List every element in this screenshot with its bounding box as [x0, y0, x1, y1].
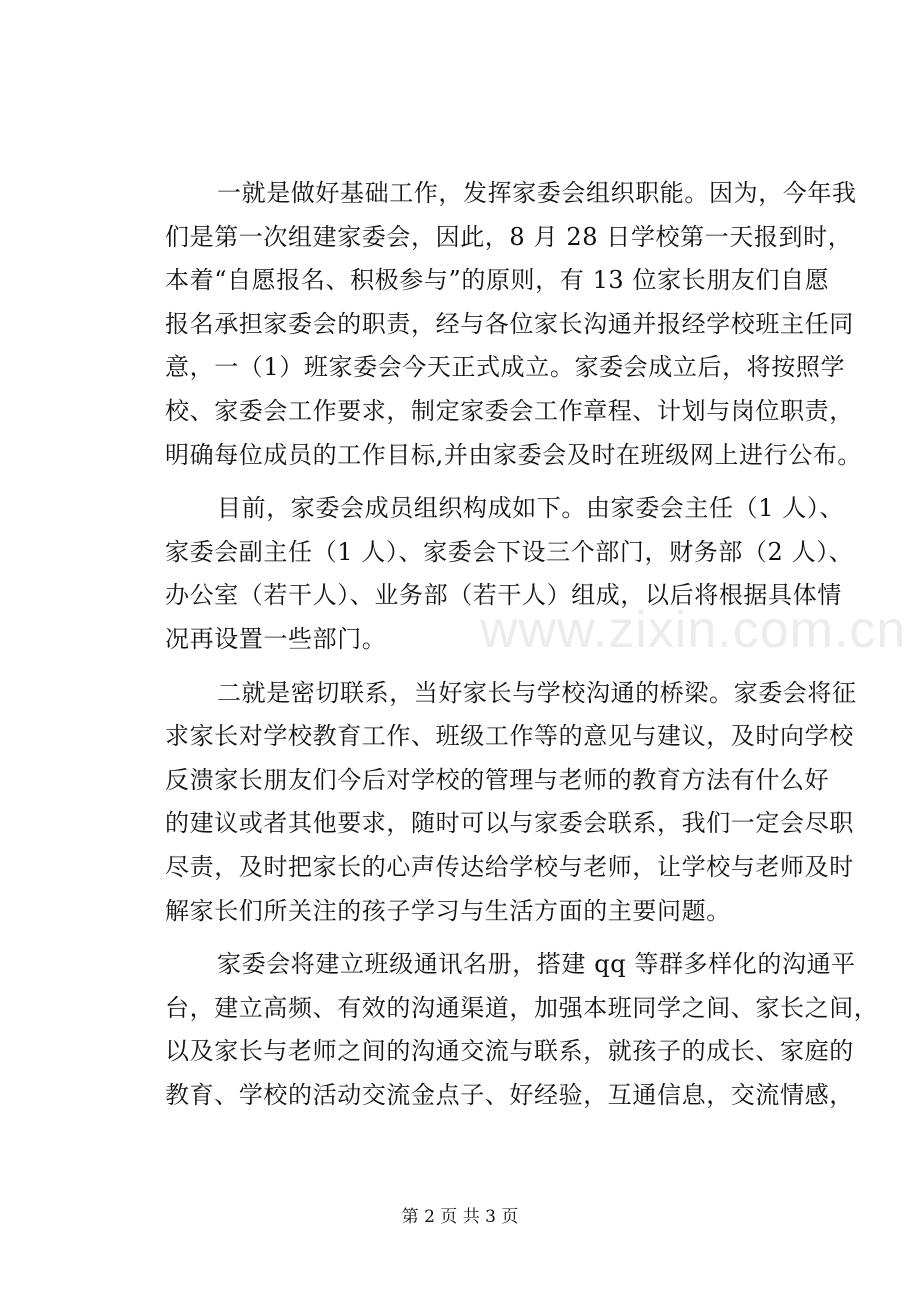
text-line: 报名承担家委会的职责，经与各位家长沟通并报经学校班主任同 — [165, 309, 854, 338]
page-footer: 第 2 页 共 3 页 — [401, 1207, 519, 1227]
document-body — [117, 172, 879, 1117]
text-line: 办公室（若干人）、业务部（若干人）组成，以后将根据具体情 — [165, 581, 842, 610]
text-line: 一就是做好基础工作，发挥家委会组织职能。因为，今年我 — [217, 179, 857, 207]
paragraph-3 — [117, 672, 857, 934]
text-line: 求家长对学校教育工作、班级工作等的意见与建议，及时向学校 — [165, 722, 854, 751]
text-line: 家委会将建立班级通讯名册，搭建 qq 等群多样化的沟通平 — [217, 950, 856, 979]
text-line: 尽责，及时把家长的心声传达给学校与老师，让学校与老师及时 — [165, 852, 854, 881]
text-line: 校、家委会工作要求，制定家委会工作章程、计划与岗位职责， — [165, 396, 854, 425]
paragraph-4 — [117, 943, 879, 1117]
text-line: 本着“自愿报名、积极参与”的原则，有 13 位家长朋友们自愿 — [165, 266, 830, 295]
paragraph-1 — [117, 172, 863, 477]
text-line: 明确每位成员的工作目标,并由家委会及时在班级网上进行公布。 — [165, 440, 863, 469]
text-line: 反溃家长朋友们今后对学校的管理与老师的教育方法有什么好 — [165, 765, 830, 794]
text-line: 家委会副主任（1 人）、家委会下设三个部门，财务部（2 人）、 — [165, 537, 854, 566]
watermark: www.zixin.com.cn — [480, 601, 907, 659]
paragraph-2 — [117, 487, 854, 661]
text-line: 二就是密切联系，当好家长与学校沟通的桥梁。家委会将征 — [217, 678, 857, 707]
text-line: 况再设置一些部门。 — [165, 624, 387, 653]
text-line: 台，建立高频、有效的沟通渠道，加强本班同学之间、家长之间， — [165, 993, 879, 1022]
text-line: 教育、学校的活动交流金点子、好经验，互通信息，交流情感， — [165, 1080, 854, 1109]
text-line: 们是第一次组建家委会，因此，8 月 28 日学校第一天报到时， — [165, 222, 853, 251]
text-line: 意，一（1）班家委会今天正式成立。家委会成立后，将按照学 — [165, 353, 846, 382]
text-line: 的建议或者其他要求，随时可以与家委会联系，我们一定会尽职 — [165, 809, 854, 838]
text-line: 解家长们所关注的孩子学习与生活方面的主要问题。 — [165, 896, 731, 925]
text-line: 目前，家委会成员组织构成如下。由家委会主任（1 人）、 — [217, 494, 845, 523]
text-line: 以及家长与老师之间的沟通交流与联系，就孩子的成长、家庭的 — [165, 1037, 854, 1066]
